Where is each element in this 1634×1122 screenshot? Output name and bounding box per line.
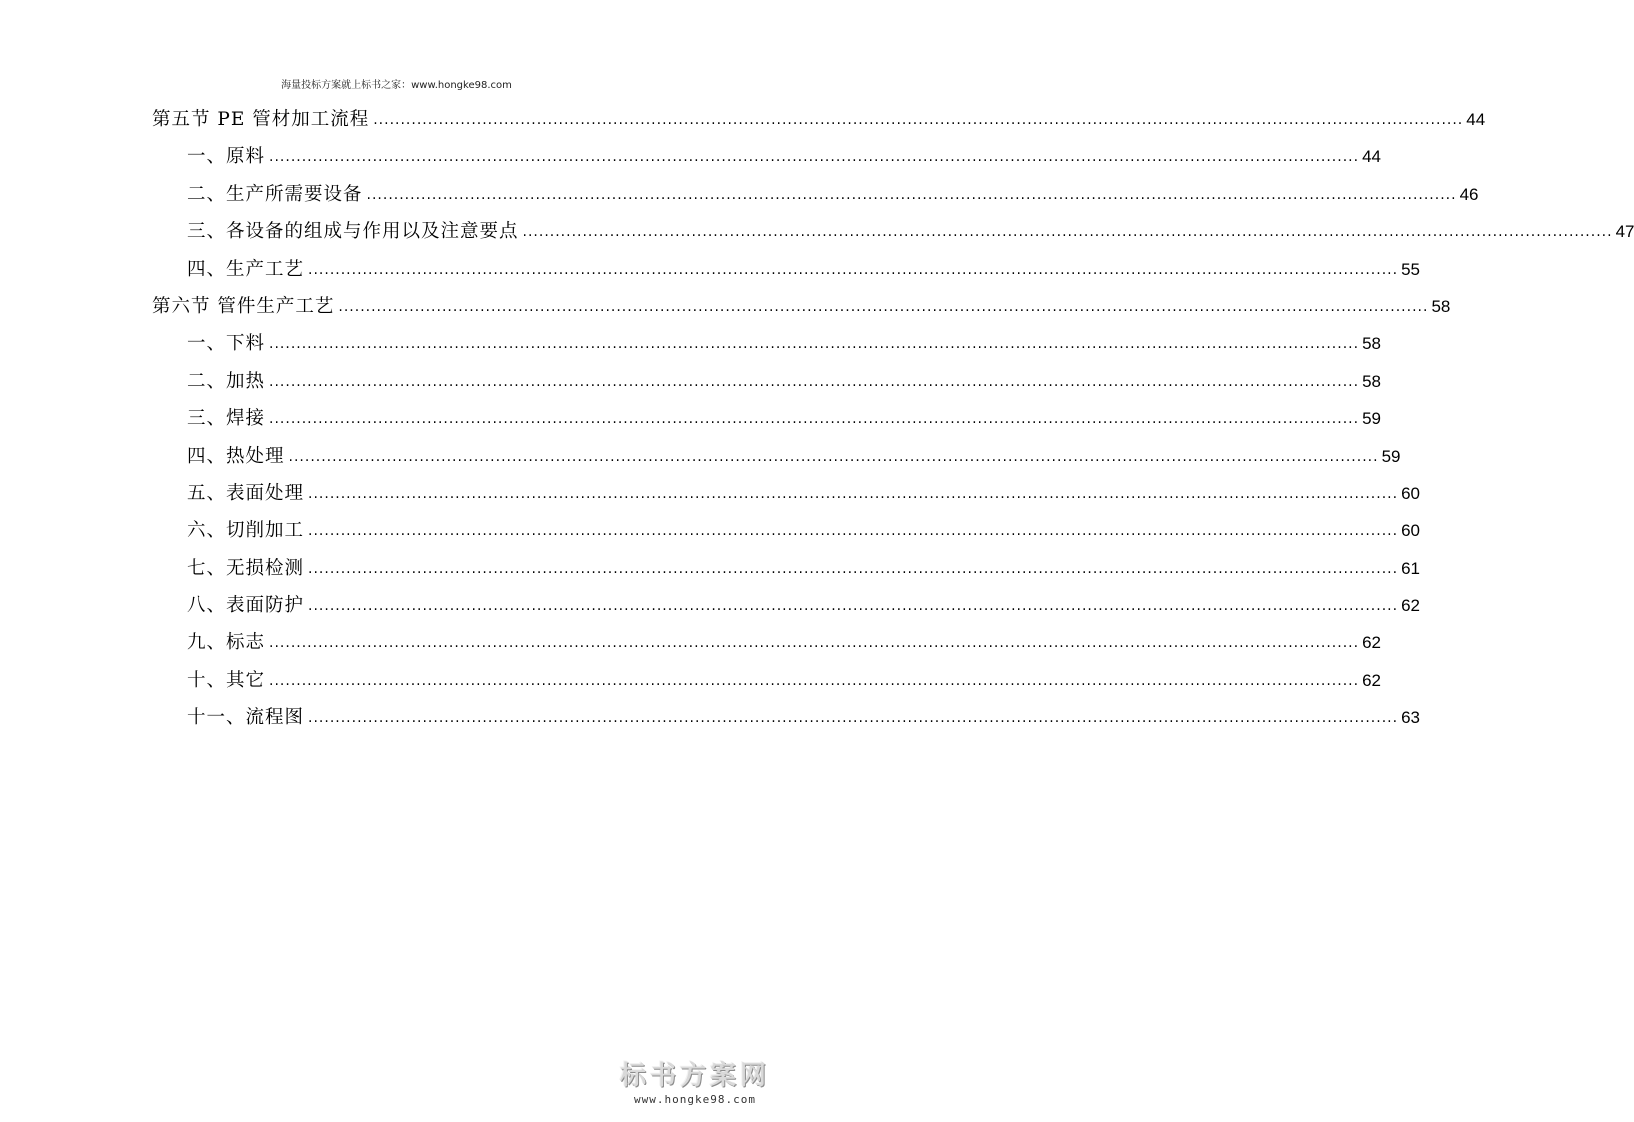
toc-entry-title: 二、加热 xyxy=(187,370,266,392)
toc-entry-title: 五、表面处理 xyxy=(187,482,305,504)
toc-dot-leader: ........................................................................................................................................................................................................ xyxy=(288,448,1379,465)
toc-entry[interactable] xyxy=(152,589,1420,626)
toc-dot-leader: ........................................................................................................................................................................................................ xyxy=(373,112,1464,128)
toc-entry-page-number: 63 xyxy=(1401,708,1420,728)
toc-dot-leader: ........................................................................................................................................................................................................ xyxy=(308,261,1399,278)
toc-entry-page-number: 60 xyxy=(1401,521,1420,541)
toc-entry-title: 第五节 PE 管材加工流程 xyxy=(152,109,370,130)
toc-entry[interactable] xyxy=(152,552,1420,589)
toc-entry-title: 一、下料 xyxy=(187,333,266,355)
toc-entry[interactable] xyxy=(152,701,1420,738)
watermark-url: www.hongke98.com xyxy=(634,1093,756,1106)
toc-entry-page-number: 58 xyxy=(1362,334,1381,354)
toc-entry-title: 一、原料 xyxy=(187,146,266,168)
toc-entry-title: 四、生产工艺 xyxy=(187,258,305,280)
toc-entry-title: 八、表面防护 xyxy=(187,595,305,617)
watermark-title: 标书方案网 xyxy=(619,1061,770,1091)
toc-entry-page-number: 47 xyxy=(1615,222,1634,242)
toc-entry[interactable] xyxy=(152,477,1420,514)
toc-entry[interactable] xyxy=(152,365,1381,402)
toc-dot-leader: ........................................................................................................................................................................................................ xyxy=(522,224,1613,241)
watermark-logo xyxy=(615,1061,775,1106)
table-of-contents xyxy=(152,103,1634,739)
toc-entry-title: 七、无损检测 xyxy=(187,557,305,579)
toc-entry-title: 十一、流程图 xyxy=(187,707,305,729)
toc-entry[interactable] xyxy=(152,327,1381,364)
toc-entry-page-number: 61 xyxy=(1401,558,1420,578)
toc-dot-leader: ........................................................................................................................................................................................................ xyxy=(366,186,1457,203)
toc-entry-page-number: 62 xyxy=(1362,670,1381,690)
toc-entry-page-number: 46 xyxy=(1459,184,1479,204)
toc-entry-page-number: 59 xyxy=(1362,409,1381,429)
toc-entry-page-number: 44 xyxy=(1362,147,1381,167)
toc-entry-page-number: 62 xyxy=(1362,633,1381,653)
toc-dot-leader: ........................................................................................................................................................................................................ xyxy=(308,710,1399,727)
toc-entry[interactable] xyxy=(152,253,1420,290)
toc-dot-leader: ........................................................................................................................................................................................................ xyxy=(269,672,1360,689)
toc-entry-title: 九、标志 xyxy=(187,632,266,654)
toc-entry[interactable] xyxy=(152,626,1381,663)
toc-dot-leader: ........................................................................................................................................................................................................ xyxy=(269,373,1360,390)
toc-entry-title: 十、其它 xyxy=(187,669,266,691)
toc-entry-title: 四、热处理 xyxy=(187,445,285,467)
toc-dot-leader: ........................................................................................................................................................................................................ xyxy=(338,298,1429,315)
toc-entry-page-number: 58 xyxy=(1362,371,1381,391)
toc-entry-title: 三、焊接 xyxy=(187,408,266,430)
toc-entry-title: 二、生产所需要设备 xyxy=(187,183,363,205)
page-header: 海量投标方案就上标书之家：www.hongke98.com xyxy=(281,80,512,91)
toc-dot-leader: ........................................................................................................................................................................................................ xyxy=(269,635,1360,652)
toc-entry-page-number: 44 xyxy=(1466,110,1486,129)
toc-dot-leader: ........................................................................................................................................................................................................ xyxy=(308,523,1399,540)
toc-entry[interactable] xyxy=(152,140,1381,177)
toc-entry-page-number: 58 xyxy=(1431,296,1451,316)
toc-entry[interactable] xyxy=(152,440,1401,477)
toc-dot-leader: ........................................................................................................................................................................................................ xyxy=(308,485,1399,502)
toc-entry-page-number: 59 xyxy=(1381,446,1401,466)
toc-entry[interactable] xyxy=(152,664,1381,701)
toc-dot-leader: ........................................................................................................................................................................................................ xyxy=(269,411,1360,428)
toc-entry-page-number: 60 xyxy=(1401,483,1420,503)
toc-entry[interactable] xyxy=(152,178,1479,215)
toc-entry-title: 六、切削加工 xyxy=(187,520,305,542)
toc-dot-leader: ........................................................................................................................................................................................................ xyxy=(308,598,1399,615)
toc-entry-title: 第六节 管件生产工艺 xyxy=(152,295,335,317)
toc-entry[interactable] xyxy=(152,215,1634,252)
toc-dot-leader: ........................................................................................................................................................................................................ xyxy=(308,560,1399,577)
toc-entry[interactable] xyxy=(152,103,1486,140)
toc-entry-title: 三、各设备的组成与作用以及注意要点 xyxy=(187,221,519,243)
toc-entry-page-number: 62 xyxy=(1401,596,1420,616)
toc-entry[interactable] xyxy=(152,402,1381,439)
toc-entry[interactable] xyxy=(152,514,1420,551)
toc-dot-leader: ........................................................................................................................................................................................................ xyxy=(269,149,1360,166)
toc-dot-leader: ........................................................................................................................................................................................................ xyxy=(269,336,1360,353)
toc-entry[interactable] xyxy=(152,290,1451,327)
toc-entry-page-number: 55 xyxy=(1401,259,1420,279)
